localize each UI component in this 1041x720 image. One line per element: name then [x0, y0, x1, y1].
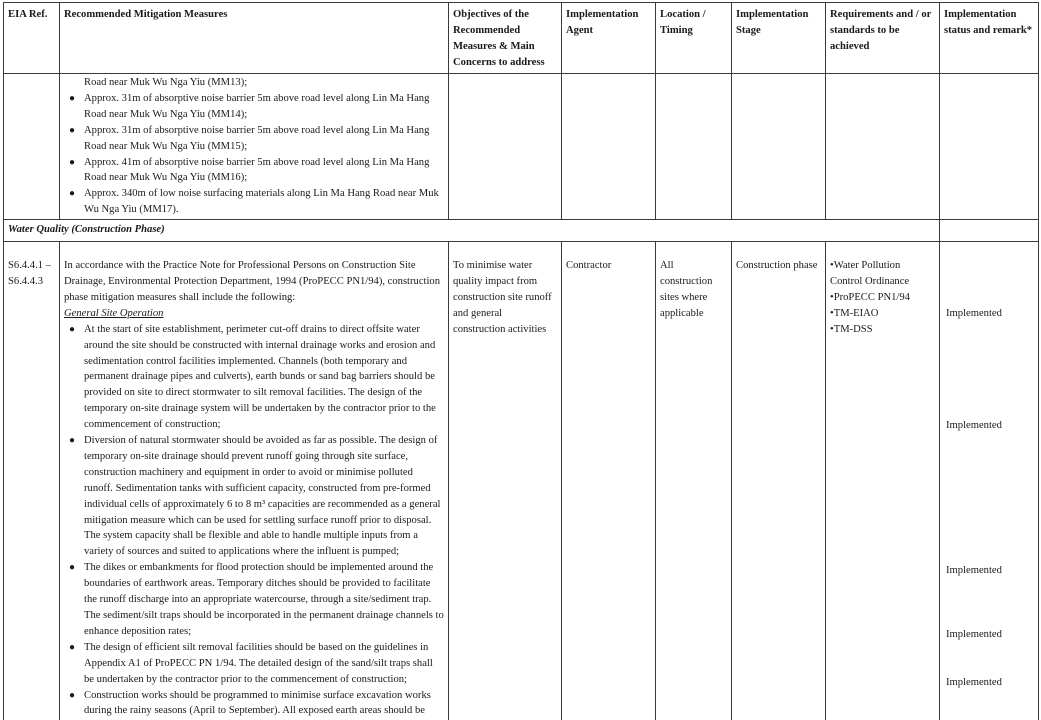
list-item: ● The design of efficient silt removal facilities should be based on the guidelines in Appendix A1 of ProPECC PN 1/94. The detailed design of the sand/silt traps shall be undertaken by the contractor prior to the commencement of construction; — [69, 641, 433, 685]
row-objectives: To minimise water quality impact from construction site runoff and general construction activities — [449, 242, 562, 720]
list-item: ● The dikes or embankments for flood protection should be implemented around the boundaries of earthwork areas. Temporary ditches should be provided to facilitate the runoff discharge into an appropriate watercourse, through a site/sediment trap. The sediment/silt traps should be incorporated in the permanent drainage channels to enhance deposition rates; — [69, 562, 444, 637]
list-item: ● Approx. 31m of absorptive noise barrier 5m above road level along Lin Ma Hang Road near Muk Wu Nga Yiu (MM14); — [69, 92, 430, 120]
row-status — [940, 242, 1039, 720]
bullet-icon: ● — [69, 188, 76, 200]
row-bullets — [64, 322, 444, 720]
list-item: ● Approx. 340m of low noise surfacing materials along Lin Ma Hang Road near Muk Wu Nga Yiu (MM17). — [69, 188, 439, 216]
continuation-agent — [562, 74, 656, 220]
list-item: ● Construction works should be programmed to minimise surface excavation works during the rainy seasons (April to September). All exposed earth areas should be — [69, 689, 431, 717]
mitigation-table — [3, 2, 1039, 720]
bullet-icon: ● — [69, 562, 76, 574]
continuation-location — [656, 74, 732, 220]
continuation-requirements — [826, 74, 940, 220]
continuation-eia-ref — [4, 74, 60, 220]
bullet-icon: ● — [69, 641, 76, 653]
row-eia-ref: S6.4.4.1 – S6.4.4.3 — [4, 242, 60, 720]
section-status-cell — [940, 220, 1039, 242]
header-agent: Implementation Agent — [562, 3, 656, 74]
requirement-item: • Water Pollution Control Ordinance — [830, 258, 935, 290]
bullet-icon: ● — [69, 323, 76, 335]
list-item: ● Approx. 41m of absorptive noise barrier 5m above road level along Lin Ma Hang Road near Muk Wu Nga Yiu (MM16); — [69, 156, 430, 184]
row-subheading: General Site Operation — [64, 307, 164, 319]
continuation-bullets — [64, 75, 444, 218]
bullet-icon: ● — [69, 156, 76, 168]
status-text: Implemented — [946, 565, 1002, 577]
bullet-icon: ● — [69, 92, 76, 104]
bullet-icon: ● — [69, 124, 76, 136]
row-intro: In accordance with the Practice Note for Professional Persons on Construction Site Drainage, Environmental Protection Department, 1994 (ProPECC PN1/94), construction phase mitigation measures shall include the following: — [64, 260, 441, 303]
list-item: ● Approx. 31m of absorptive noise barrier 5m above road level along Lin Ma Hang Road near Muk Wu Nga Yiu (MM15); — [69, 124, 430, 152]
section-row — [4, 220, 1039, 242]
continuation-row — [4, 74, 1039, 220]
list-item: ● Diversion of natural stormwater should be avoided as far as possible. The design of temporary on-site drainage should prevent runoff going through site surface, construction machinery and equipment in order to avoid or minimise polluted runoff. Sedimentation tanks with sufficient capacity, constructed from pre-formed individual cells of approximately 6 to 8 m³ capacities are recommended as a general mitigation measure which can be used for settling surface runoff prior to disposal. The system capacity shall be flexible and able to handle multiple inputs from a variety of sources and suited to applications where the influent is pumped; — [69, 435, 441, 558]
list-item: ● At the start of site establishment, perimeter cut-off drains to direct offsite water around the site should be constructed with internal drainage works and erosion and sedimentation control facilities implemented. Channels (both temporary and permanent drainage pipes and culverts), earth bunds or sand bag barriers should be provided on site to direct stormwater to silt removal facilities. The design of the temporary on-site drainage system will be undertaken by the contractor prior to the commencement of construction; — [69, 323, 436, 431]
continuation-objectives — [449, 74, 562, 220]
list-item: Road near Muk Wu Nga Yiu (MM13); — [84, 77, 248, 88]
bullet-icon: ● — [69, 435, 76, 447]
row-stage: Construction phase — [732, 242, 826, 720]
row-requirements — [826, 242, 940, 720]
continuation-status — [940, 74, 1039, 220]
row-location: All construction sites where applicable — [656, 242, 732, 720]
header-row — [4, 3, 1039, 74]
row-agent: Contractor — [562, 242, 656, 720]
header-eia-ref: EIA Ref. — [4, 3, 60, 74]
row-measures — [60, 242, 449, 720]
continuation-measures — [60, 74, 449, 220]
requirement-item: • TM-EIAO — [830, 306, 935, 322]
continuation-stage — [732, 74, 826, 220]
header-status: Implementation status and remark* — [940, 3, 1039, 74]
requirement-item: • ProPECC PN1/94 — [830, 290, 935, 306]
bullet-icon: ● — [69, 689, 76, 701]
header-location: Location / Timing — [656, 3, 732, 74]
section-title: Water Quality (Construction Phase) — [4, 220, 940, 242]
header-stage: Implementation Stage — [732, 3, 826, 74]
status-text: Implemented — [946, 420, 1002, 432]
status-text: Implemented — [946, 629, 1002, 641]
table-row — [4, 242, 1039, 720]
mitigation-measures-sheet — [3, 2, 1038, 720]
header-objectives: Objectives of the Recommended Measures & Main Concerns to address — [449, 3, 562, 74]
header-requirements: Requirements and / or standards to be achieved — [826, 3, 940, 74]
status-text: Implemented — [946, 308, 1002, 320]
status-text: Implemented — [946, 677, 1002, 689]
requirement-item: • TM-DSS — [830, 322, 935, 338]
header-measures: Recommended Mitigation Measures — [60, 3, 449, 74]
